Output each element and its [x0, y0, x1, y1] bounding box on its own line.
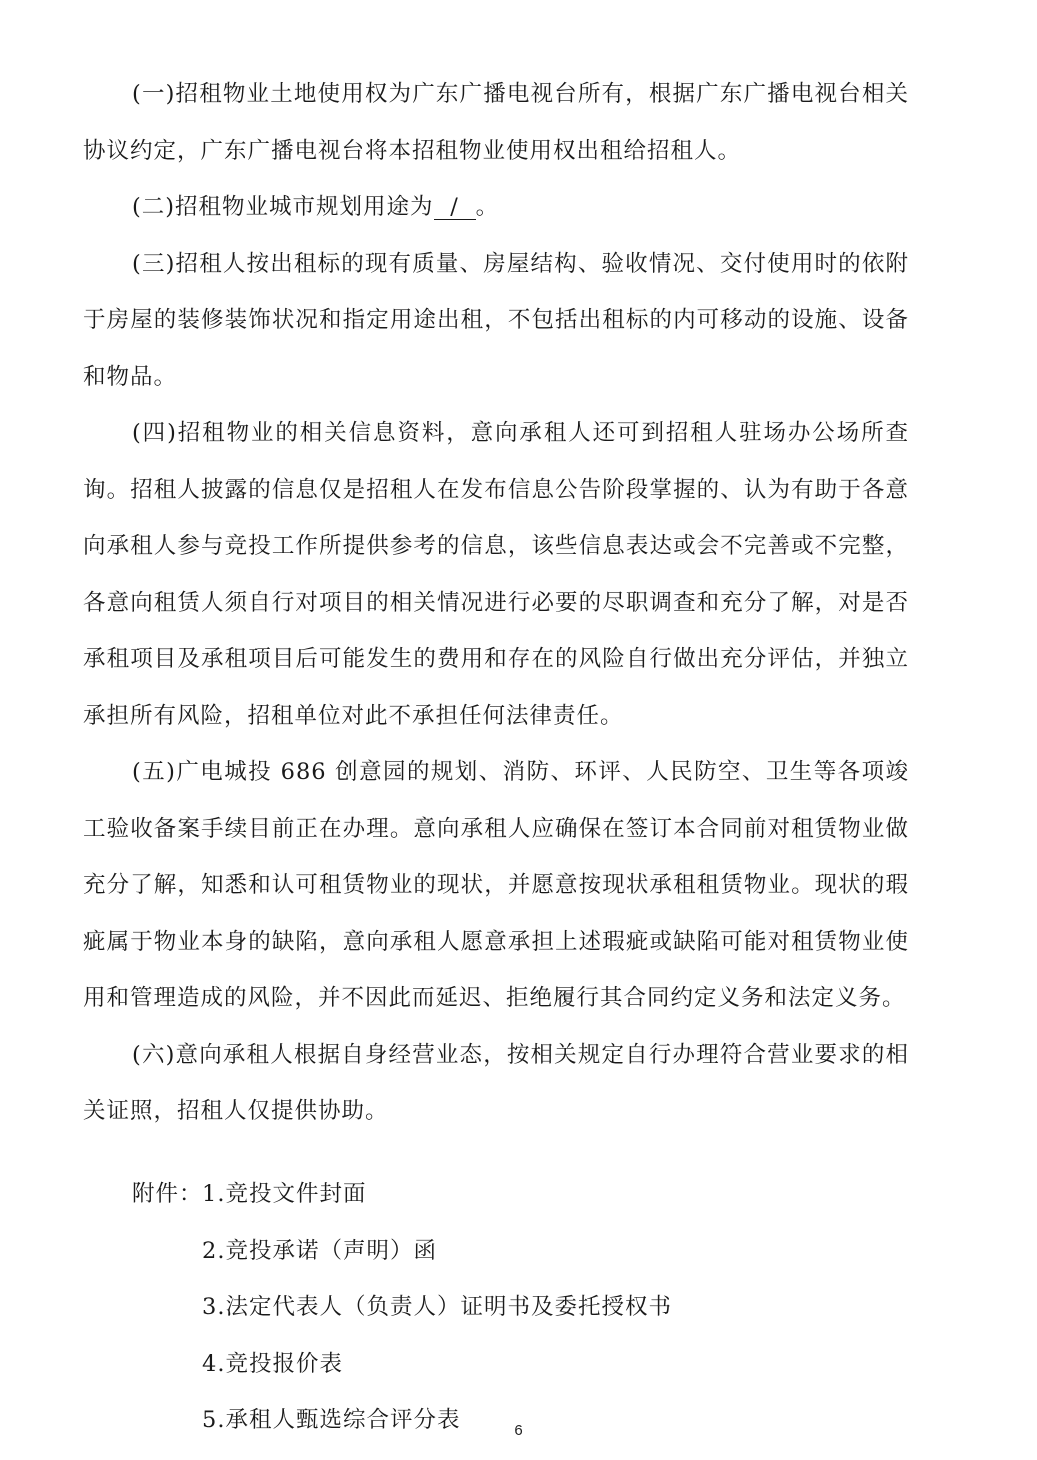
attachment-item: 4.竞投报价表 — [202, 1350, 343, 1377]
clause-5-acceptance-filing: (五)广电城投 686 创意园的规划、消防、环评、人民防空、卫生等各项竣工验收备案手续目前正在办理。意向承租人应确保在签订本合同前对租赁物业做充分了解，知悉和认可租赁物业的现状，并愿意按现状承租租赁物业。现状的瑕疵属于物业本身的缺陷，意向承租人愿意承担上述瑕疵或缺陷可能对租赁物业使用和管理造成的风险，并不因此而延迟、拒绝履行其合同约定义务和法定义务。 — [83, 759, 909, 1011]
page-number: 6 — [514, 1422, 523, 1439]
attachment-row — [132, 1279, 892, 1336]
clause-4-information-disclosure: (四)招租物业的相关信息资料，意向承租人还可到招租人驻场办公场所查询。招租人披露的信息仅是招租人在发布信息公告阶段掌握的、认为有助于各意向承租人参与竞投工作所提供参考的信息，该些信息表达或会不完善或不完整，各意向租赁人须自行对项目的相关情况进行必要的尽职调查和充分了解，对是否承租项目及承租项目后可能发生的费用和存在的风险自行做出充分评估，并独立承担所有风险，招租单位对此不承担任何法律责任。 — [83, 420, 909, 729]
clause-1-land-use-rights: (一)招租物业土地使用权为广东广播电视台所有，根据广东广播电视台相关协议约定，广东广播电视台将本招租物业使用权出租给招租人。 — [83, 81, 909, 164]
clause-2-planning-use — [83, 179, 909, 236]
planning-use-prefix: (二)招租物业城市规划用途为 — [132, 194, 434, 220]
attachments-list — [132, 1166, 892, 1449]
document-body — [83, 66, 909, 1140]
attachment-row — [132, 1166, 892, 1223]
attachment-item: 3.法定代表人（负责人）证明书及委托授权书 — [202, 1294, 672, 1320]
planning-use-value: / — [434, 195, 476, 220]
attachment-item: 2.竞投承诺（声明）函 — [202, 1237, 437, 1264]
attachments-label: 附件： — [132, 1181, 203, 1207]
clause-6-business-licenses: (六)意向承租人根据自身经营业态，按相关规定自行办理符合营业要求的相关证照，招租人仅提供协助。 — [83, 1041, 909, 1124]
attachment-item: 5.承租人甄选综合评分表 — [202, 1407, 461, 1433]
planning-use-suffix: 。 — [475, 194, 500, 220]
clause-3-lease-condition: (三)招租人按出租标的现有质量、房屋结构、验收情况、交付使用时的依附于房屋的装修装饰状况和指定用途出租，不包括出租标的内可移动的设施、设备和物品。 — [83, 250, 909, 390]
attachment-row — [132, 1392, 892, 1449]
attachment-item: 1.竞投文件封面 — [202, 1181, 367, 1207]
attachment-row — [132, 1223, 892, 1280]
attachment-row — [132, 1336, 892, 1393]
